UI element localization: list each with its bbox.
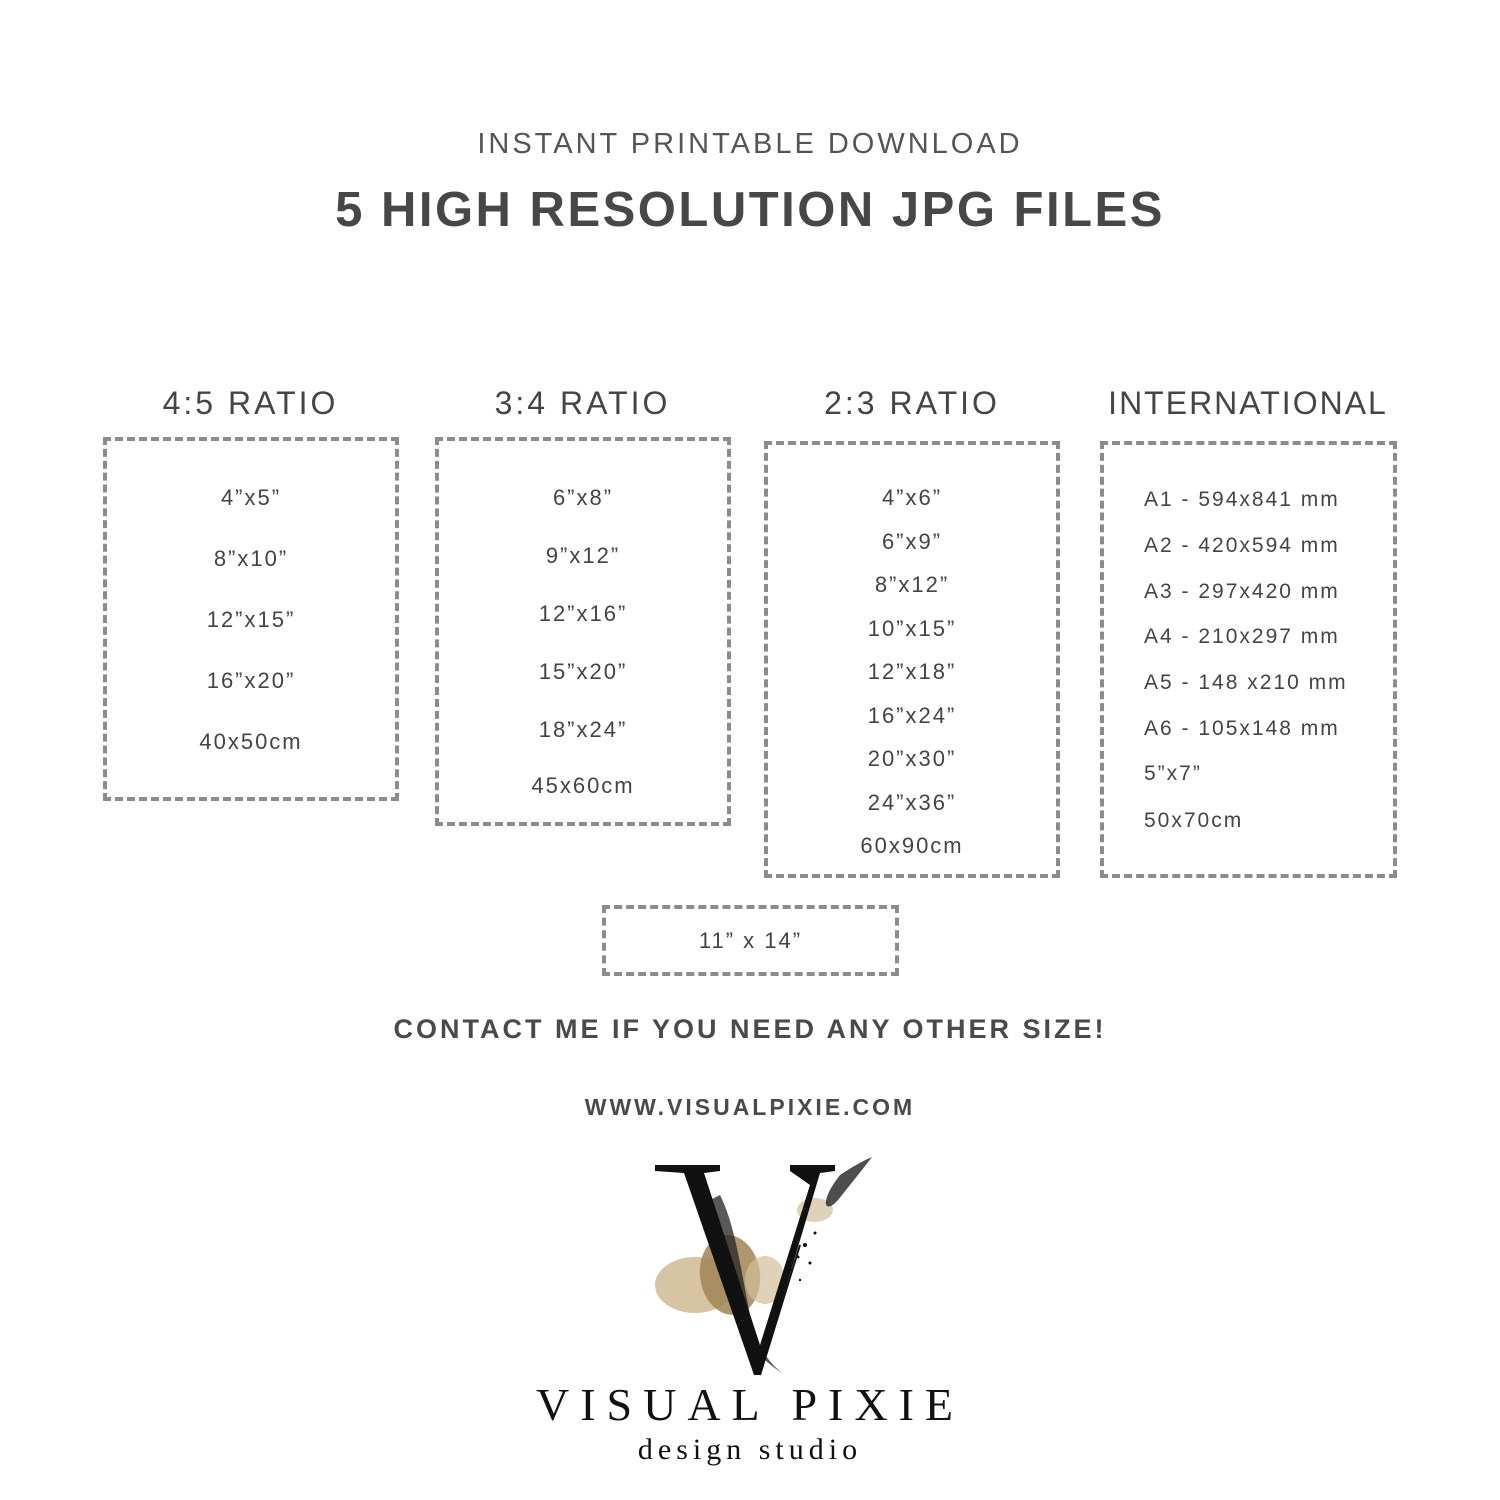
size-item: 4”x6”	[881, 485, 943, 510]
col-heading-international: INTERNATIONAL	[1108, 385, 1388, 421]
size-item: A6 - 105x148 mm	[1144, 717, 1340, 740]
extra-size-label: 11” x 14”	[698, 928, 803, 953]
size-item: 45x60cm	[531, 773, 635, 798]
size-box-2-3	[764, 441, 1060, 878]
size-item: 20”x30”	[867, 746, 957, 771]
size-item: 8”x12”	[874, 572, 950, 597]
size-item: 10”x15”	[867, 616, 957, 641]
header-title: 5 HIGH RESOLUTION JPG FILES	[335, 183, 1165, 237]
size-item: 12”x16”	[538, 601, 628, 626]
size-item: 6”x8”	[552, 485, 614, 510]
watercolor-v-logo-icon	[600, 1155, 900, 1390]
size-item: 9”x12”	[545, 543, 621, 568]
contact-text: CONTACT ME IF YOU NEED ANY OTHER SIZE!	[393, 1014, 1107, 1044]
size-item: A4 - 210x297 mm	[1144, 625, 1340, 648]
size-item: 40x50cm	[199, 729, 303, 754]
size-item: 8”x10”	[213, 546, 289, 571]
col-heading-2-3: 2:3 RATIO	[824, 385, 1000, 421]
size-item: 6”x9”	[881, 529, 943, 554]
brand-tagline: design studio	[637, 1433, 863, 1466]
size-item: 5”x7”	[1144, 762, 1202, 785]
header-subtitle: INSTANT PRINTABLE DOWNLOAD	[477, 128, 1023, 160]
website-link[interactable]: WWW.VISUALPIXIE.COM	[584, 1094, 916, 1120]
size-item: A2 - 420x594 mm	[1144, 534, 1340, 557]
size-item: 16”x24”	[867, 703, 957, 728]
size-item: A1 - 594x841 mm	[1144, 488, 1340, 511]
col-heading-4-5: 4:5 RATIO	[162, 385, 339, 421]
size-item: A3 - 297x420 mm	[1144, 580, 1340, 603]
extra-size-box	[602, 905, 899, 976]
size-item: 16”x20”	[206, 668, 296, 693]
size-item: 24”x36”	[867, 790, 957, 815]
size-item: 4”x5”	[220, 485, 282, 510]
size-item: 50x70cm	[1144, 809, 1244, 832]
size-item: 12”x15”	[206, 607, 296, 632]
size-item: A5 - 148 x210 mm	[1144, 671, 1348, 694]
size-item: 18”x24”	[538, 717, 628, 742]
size-box-3-4	[435, 437, 731, 826]
size-item: 60x90cm	[860, 833, 964, 858]
size-item: 15”x20”	[538, 659, 628, 684]
size-box-international	[1100, 441, 1397, 878]
size-item: 12”x18”	[867, 659, 957, 684]
col-heading-3-4: 3:4 RATIO	[494, 385, 671, 421]
size-box-4-5	[103, 437, 399, 801]
brand-name: VISUAL PIXIE	[536, 1379, 964, 1430]
